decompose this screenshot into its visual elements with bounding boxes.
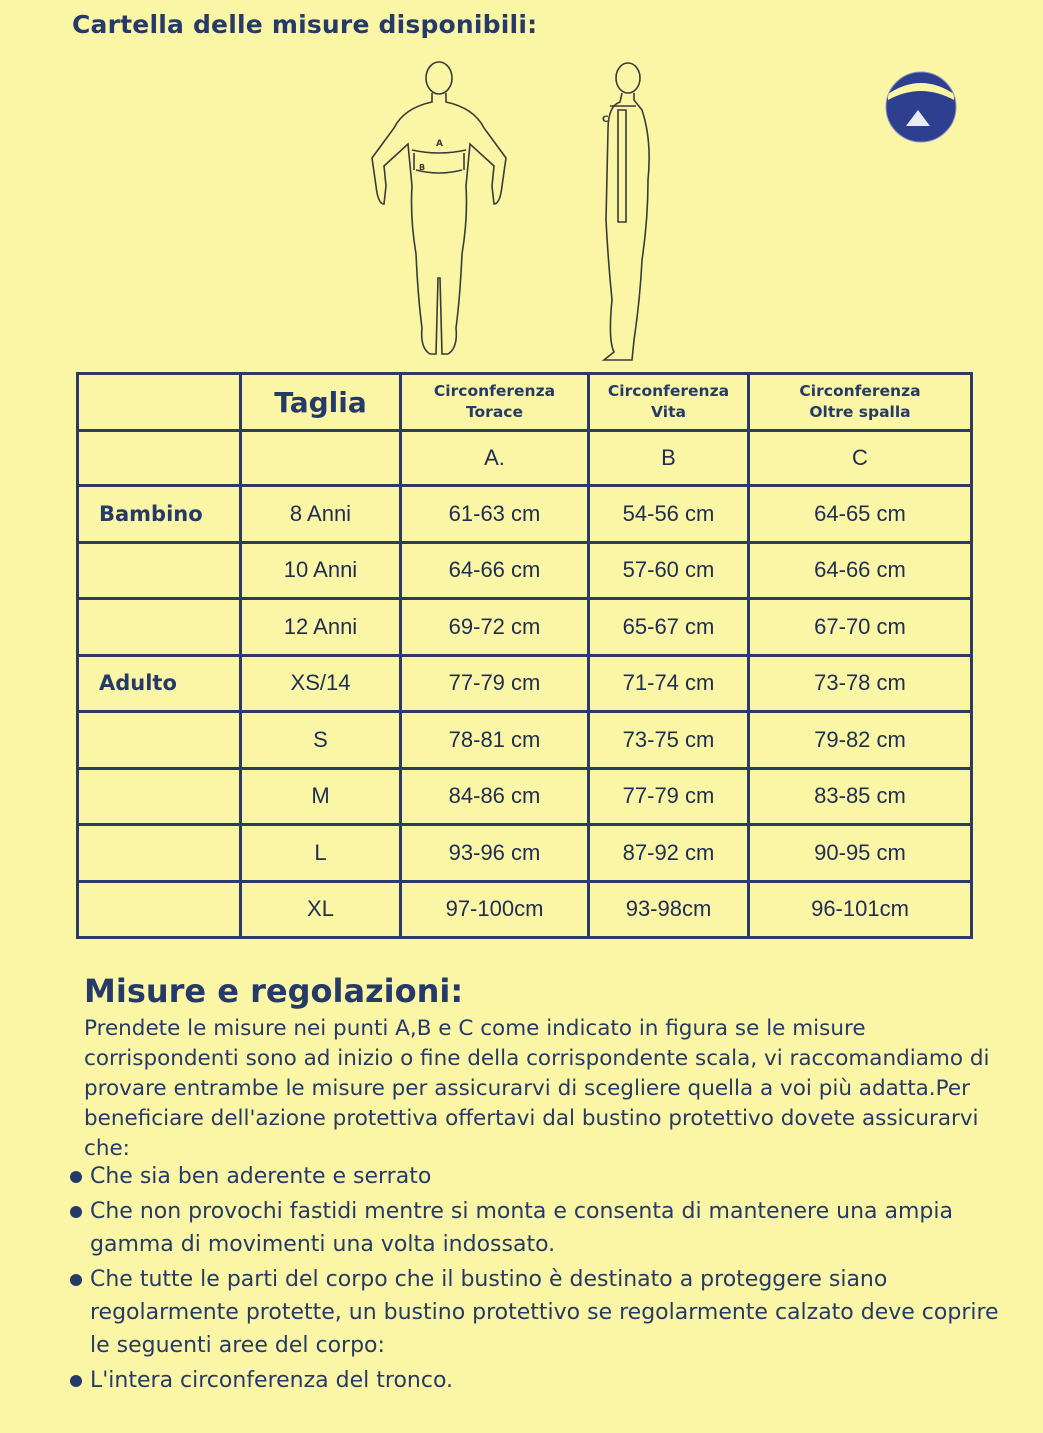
header-spalla xyxy=(749,374,972,431)
size-cell: XS/14 xyxy=(241,655,401,712)
table-letter-row xyxy=(78,431,972,486)
table-row xyxy=(78,486,972,543)
table-row xyxy=(78,881,972,938)
label-c: C xyxy=(602,115,609,125)
spalla-cell: 64-66 cm xyxy=(749,542,972,599)
letter-a: A. xyxy=(401,431,589,486)
table-row xyxy=(78,712,972,769)
group-cell xyxy=(78,542,241,599)
section-heading: Misure e regolazioni: xyxy=(84,972,464,1010)
size-cell: 8 Anni xyxy=(241,486,401,543)
table-row xyxy=(78,768,972,825)
header-taglia: Taglia xyxy=(241,374,401,431)
vita-cell: 57-60 cm xyxy=(589,542,749,599)
letter-cell-empty-1 xyxy=(78,431,241,486)
vita-cell: 93-98cm xyxy=(589,881,749,938)
spalla-cell: 67-70 cm xyxy=(749,599,972,656)
group-cell xyxy=(78,825,241,882)
list-item xyxy=(68,1160,1008,1193)
group-cell xyxy=(78,712,241,769)
vita-cell: 54-56 cm xyxy=(589,486,749,543)
vita-cell: 87-92 cm xyxy=(589,825,749,882)
bullet-icon xyxy=(70,1375,82,1387)
table-row xyxy=(78,655,972,712)
list-item-text: L'intera circonferenza del tronco. xyxy=(90,1368,454,1393)
label-b: B xyxy=(419,163,426,172)
side-body-diagram xyxy=(596,60,666,366)
group-cell xyxy=(78,599,241,656)
header-spalla-text: Circonferenza Oltre spalla xyxy=(799,382,921,421)
table-row xyxy=(78,599,972,656)
size-cell: 12 Anni xyxy=(241,599,401,656)
spalla-cell: 64-65 cm xyxy=(749,486,972,543)
vita-cell: 71-74 cm xyxy=(589,655,749,712)
bullet-icon xyxy=(70,1206,82,1218)
size-cell: 10 Anni xyxy=(241,542,401,599)
bullet-icon xyxy=(70,1171,82,1183)
letter-c: C xyxy=(749,431,972,486)
list-item-text: Che sia ben aderente e serrato xyxy=(90,1164,432,1189)
page-title: Cartella delle misure disponibili: xyxy=(72,10,538,39)
size-cell: L xyxy=(241,825,401,882)
torace-cell: 61-63 cm xyxy=(401,486,589,543)
size-cell: S xyxy=(241,712,401,769)
letter-cell-empty-2 xyxy=(241,431,401,486)
spalla-cell: 90-95 cm xyxy=(749,825,972,882)
list-item-text: Che non provochi fastidi mentre si monta e consenta di mantenere una ampia gamma di movimenti una volta indossato. xyxy=(90,1199,953,1257)
torace-cell: 97-100cm xyxy=(401,881,589,938)
letter-b: B xyxy=(589,431,749,486)
brand-logo xyxy=(884,70,958,144)
group-cell: Adulto xyxy=(78,655,241,712)
list-item xyxy=(68,1263,1008,1362)
torace-cell: 77-79 cm xyxy=(401,655,589,712)
front-body-diagram xyxy=(364,58,514,360)
list-item xyxy=(68,1364,1008,1397)
instructions-paragraph: Prendete le misure nei punti A,B e C come indicato in figura se le misure corrispondenti sono ad inizio o fine della corrispondente scala, vi raccomandiamo di provare entrambe le misure per assicurarvi di scegliere quella a voi più adatta.Per beneficiare dell'azione protettiva offertavi dal bustino protettivo dovete assicurarvi che: xyxy=(84,1016,990,1161)
table-row xyxy=(78,825,972,882)
group-cell xyxy=(78,768,241,825)
header-vita xyxy=(589,374,749,431)
header-torace xyxy=(401,374,589,431)
table-row xyxy=(78,542,972,599)
torace-cell: 64-66 cm xyxy=(401,542,589,599)
header-torace-text: Circonferenza Torace xyxy=(433,382,556,421)
torace-cell: 78-81 cm xyxy=(401,712,589,769)
vita-cell: 77-79 cm xyxy=(589,768,749,825)
vita-cell: 65-67 cm xyxy=(589,599,749,656)
header-cell-empty xyxy=(78,374,241,431)
spalla-cell: 83-85 cm xyxy=(749,768,972,825)
table-header-row xyxy=(78,374,972,431)
size-cell: M xyxy=(241,768,401,825)
requirements-list xyxy=(68,1160,1008,1399)
torace-cell: 93-96 cm xyxy=(401,825,589,882)
header-vita-text: Circonferenza Vita xyxy=(607,382,730,421)
spalla-cell: 73-78 cm xyxy=(749,655,972,712)
list-item-text: Che tutte le parti del corpo che il bustino è destinato a proteggere siano regolarmente protette, un bustino protettivo se regolarmente calzato deve coprire le seguenti aree del corpo: xyxy=(90,1267,999,1358)
size-chart-table xyxy=(76,372,973,939)
spalla-cell: 79-82 cm xyxy=(749,712,972,769)
label-a: A xyxy=(436,139,443,149)
list-item xyxy=(68,1195,1008,1261)
group-cell: Bambino xyxy=(78,486,241,543)
vita-cell: 73-75 cm xyxy=(589,712,749,769)
group-cell xyxy=(78,881,241,938)
spalla-cell: 96-101cm xyxy=(749,881,972,938)
bullet-icon xyxy=(70,1274,82,1286)
size-cell: XL xyxy=(241,881,401,938)
torace-cell: 69-72 cm xyxy=(401,599,589,656)
torace-cell: 84-86 cm xyxy=(401,768,589,825)
